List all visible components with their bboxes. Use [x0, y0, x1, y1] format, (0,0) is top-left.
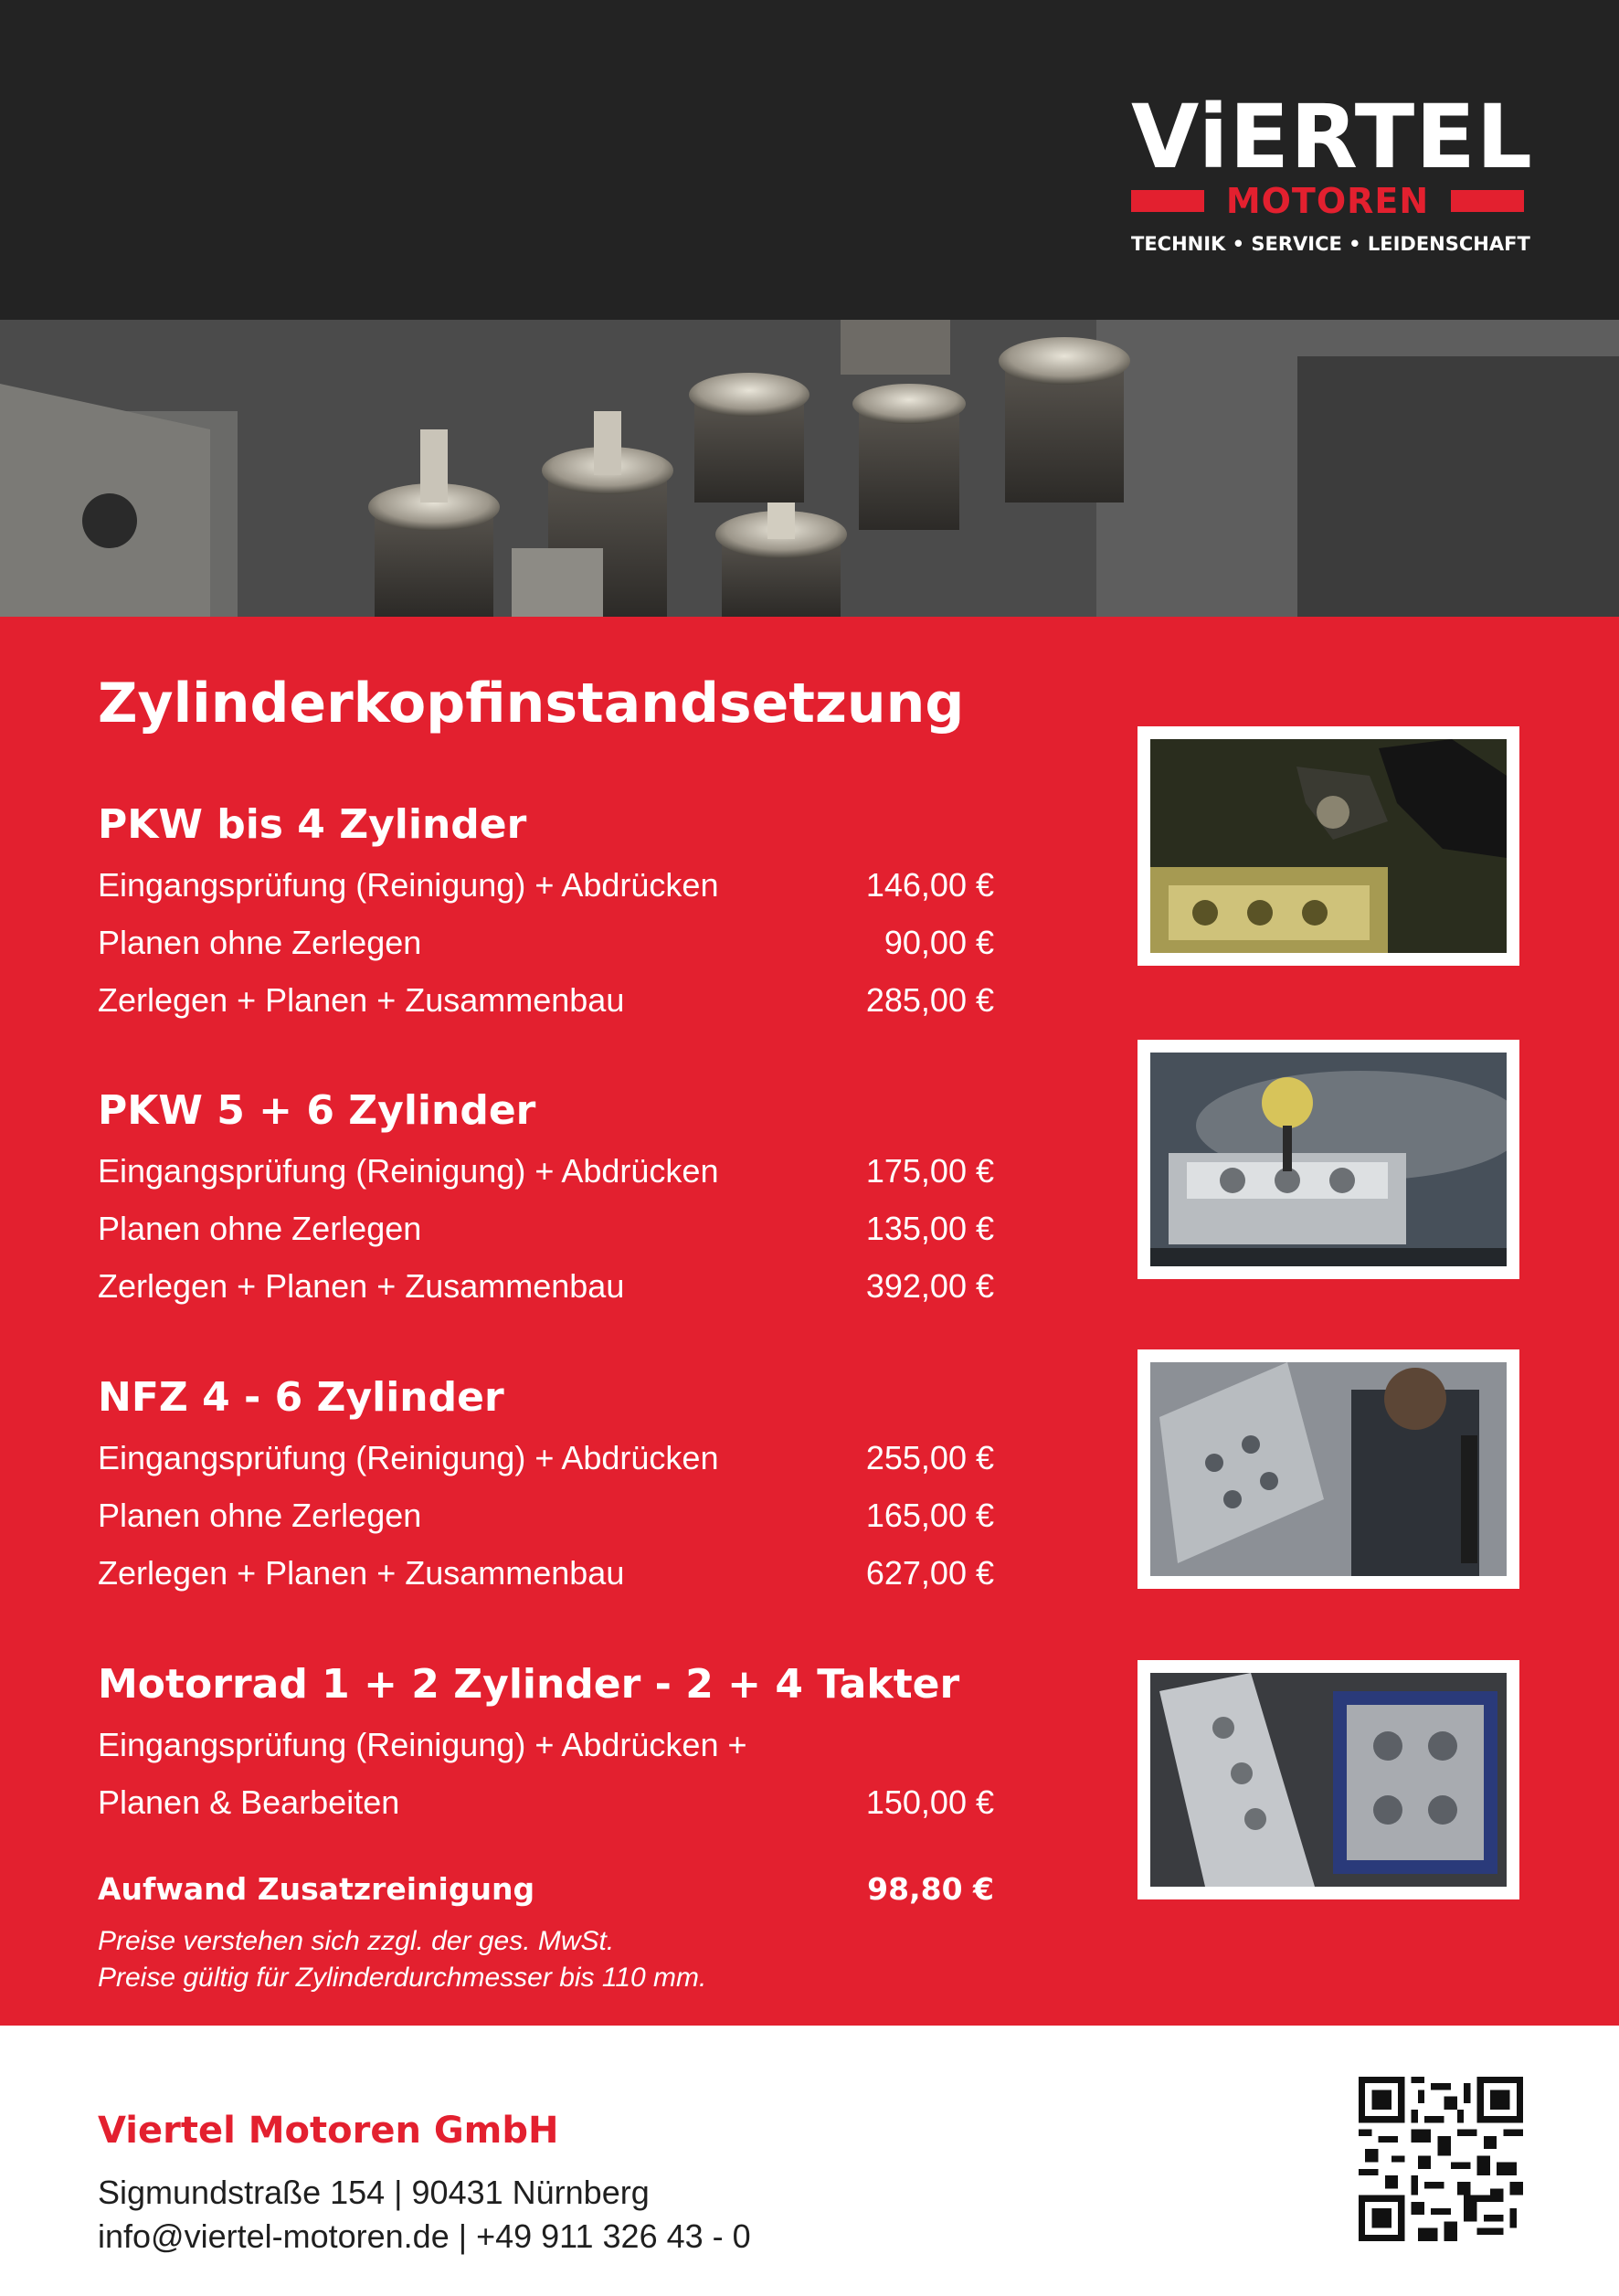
- thumbnail-photo-cylinder-heads: [1138, 1660, 1519, 1899]
- price-note: Preise gültig für Zylinderdurchmesser bis 110 mm.: [98, 1963, 707, 1993]
- section-title: NFZ 4 - 6 Zylinder: [98, 1374, 504, 1421]
- brand-logo[interactable]: [1131, 86, 1533, 265]
- price-row-label: Eingangsprüfung (Reinigung) + Abdrücken: [98, 1152, 719, 1190]
- page-title: Zylinderkopfinstandsetzung: [98, 672, 965, 735]
- thumbnail-photo-measuring: [1138, 1040, 1519, 1279]
- brand-name-prefix: ViER: [1131, 86, 1355, 188]
- thumbnail-photo-mechanic: [1138, 1349, 1519, 1589]
- logo-bar-left: [1131, 190, 1204, 212]
- logo-bar-right: [1451, 190, 1524, 212]
- section-title: PKW bis 4 Zylinder: [98, 801, 527, 848]
- photo-cylinder-heads: [1150, 1673, 1507, 1887]
- price-row-label: Eingangsprüfung (Reinigung) + Abdrücken: [98, 1439, 719, 1476]
- price-row-value: 175,00 €: [865, 1152, 994, 1190]
- section-title: PKW 5 + 6 Zylinder: [98, 1087, 536, 1134]
- company-address: Sigmundstraße 154 | 90431 Nürnberg: [98, 2174, 650, 2211]
- price-row-value: 392,00 €: [865, 1267, 994, 1305]
- photo-measuring: [1150, 1053, 1507, 1266]
- price-row-label: Zerlegen + Planen + Zusammenbau: [98, 981, 625, 1019]
- price-note: Preise verstehen sich zzgl. der ges. MwSt.: [98, 1926, 615, 1956]
- brand-wordmark: [1131, 86, 1533, 188]
- photo-mechanic: [1150, 1362, 1507, 1576]
- price-row-label: Planen ohne Zerlegen: [98, 1497, 422, 1534]
- price-row-label: Zerlegen + Planen + Zusammenbau: [98, 1267, 625, 1305]
- extra-cleaning-label: Aufwand Zusatzreinigung: [98, 1871, 535, 1907]
- brand-name-suffix: TEL: [1354, 86, 1533, 188]
- price-row-label: Zerlegen + Planen + Zusammenbau: [98, 1554, 625, 1592]
- price-row-value: 255,00 €: [865, 1439, 994, 1476]
- brand-sub: MOTOREN: [1225, 181, 1430, 221]
- price-row-value: 627,00 €: [865, 1554, 994, 1592]
- price-list: [0, 617, 1619, 2026]
- extra-cleaning-price: 98,80 €: [867, 1871, 994, 1907]
- company-contact[interactable]: info@viertel-motoren.de | +49 911 326 43 - 0: [98, 2217, 751, 2255]
- price-row-label: Planen ohne Zerlegen: [98, 1210, 422, 1247]
- price-row-label: Planen ohne Zerlegen: [98, 924, 422, 961]
- photo-valve-assembly: [1150, 739, 1507, 953]
- header: [0, 0, 1619, 320]
- price-row-value: 150,00 €: [865, 1783, 994, 1821]
- price-row-value: 90,00 €: [884, 924, 994, 961]
- qr-code-icon[interactable]: [1359, 2077, 1523, 2241]
- brand-tagline: TECHNIK • SERVICE • LEIDENSCHAFT: [1131, 233, 1530, 255]
- price-row-label: Eingangsprüfung (Reinigung) + Abdrücken +: [98, 1726, 747, 1763]
- hero-photo-illustration: [0, 320, 1619, 617]
- price-row-label: Eingangsprüfung (Reinigung) + Abdrücken: [98, 866, 719, 904]
- brand-sub-band: [1131, 183, 1524, 219]
- price-row-value: 285,00 €: [865, 981, 994, 1019]
- section-title: Motorrad 1 + 2 Zylinder - 2 + 4 Takter: [98, 1661, 960, 1708]
- price-row-label: Planen & Bearbeiten: [98, 1783, 400, 1821]
- company-name: Viertel Motoren GmbH: [98, 2110, 559, 2152]
- footer: [0, 2026, 1619, 2296]
- hero-photo-engine: [0, 320, 1619, 617]
- price-row-value: 135,00 €: [865, 1210, 994, 1247]
- price-row-value: 146,00 €: [865, 866, 994, 904]
- thumbnail-photo-valve-assembly: [1138, 726, 1519, 966]
- price-row-value: 165,00 €: [865, 1497, 994, 1534]
